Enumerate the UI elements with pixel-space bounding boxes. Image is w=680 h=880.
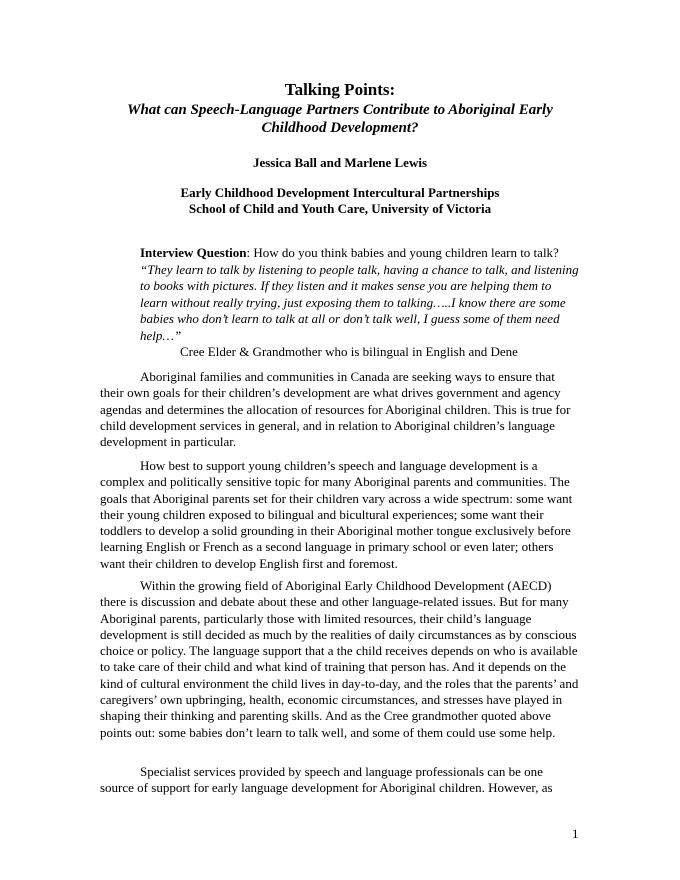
affiliation-line-2: School of Child and Youth Care, University of Victoria (188, 201, 492, 216)
paragraph-text: Within the growing field of Aboriginal Early Childhood Development (AECD) there is discussion and debate about these and other language-related issues. But for many Aboriginal parents, particularly those with limited resources, their child’s language development is still decided as much by the realities of daily circumstances as by conscious choice or policy. The language support that a the child receives depends on who is available to take care of their child and what kind of training that person has. And it depends on the kind of cultural environment the child lives in day-to-day, and the roles that the parents’ and caregivers’ own upbringing, health, economic circumstances, and stresses have played in shaping their thinking and parenting skills. And as the Cree grandmother quoted above points out: some babies don’t learn to talk well, and some of them could use some help. (100, 578, 579, 740)
interview-block (140, 245, 580, 361)
interview-quote: “They learn to talk by listening to people talk, having a chance to talk, and listening to books with pictures. If they listen and it makes sense you are helping them to learn without really trying, just exposing them to talking…..I know there are some babies who don’t learn to talk at all or don’t talk well, I guess some of them need help…” (140, 261, 579, 343)
affiliation-line-1: Early Childhood Development Intercultural Partnerships (180, 185, 500, 200)
quote-attribution: Cree Elder & Grandmother who is bilingual in English and Dene (180, 344, 518, 359)
author-names: Jessica Ball and Marlene Lewis (252, 155, 428, 170)
interview-question-text: : How do you think babies and young children learn to talk? (246, 245, 559, 260)
body-paragraph (100, 578, 580, 741)
body-paragraph (100, 764, 580, 797)
interview-question-label: Interview Question (140, 245, 247, 260)
body-paragraph (100, 458, 580, 572)
paragraph-text: How best to support young children’s speech and language development is a complex and politically sensitive topic for many Aboriginal parents and communities. The goals that Aboriginal parents set for their children vary across a wide spectrum: some want their young children exposed to bilingual and bicultural experiences; some want their toddlers to develop a solid grounding in their Aboriginal mother tongue exclusively before learning English or French as a second language in primary school or even later; others want their children to develop English first and foremost. (100, 458, 573, 571)
paragraph-text: Specialist services provided by speech and language professionals can be one source of support for early language development for Aboriginal children. However, as (100, 764, 553, 796)
document-title: Talking Points: (284, 80, 396, 99)
author-affiliation (0, 185, 680, 217)
body-paragraph (100, 369, 580, 450)
paragraph-text: Aboriginal families and communities in Canada are seeking ways to ensure that their own goals for their children’s development are what drives government and agency agendas and determines the allocation of resources for Aboriginal children. This is true for child development services in general, and in relation to Aboriginal children’s language development in particular. (100, 369, 571, 450)
document-subtitle: What can Speech-Language Partners Contribute to Aboriginal Early Childhood Development? (127, 102, 553, 136)
page-number: 1 (572, 826, 579, 841)
